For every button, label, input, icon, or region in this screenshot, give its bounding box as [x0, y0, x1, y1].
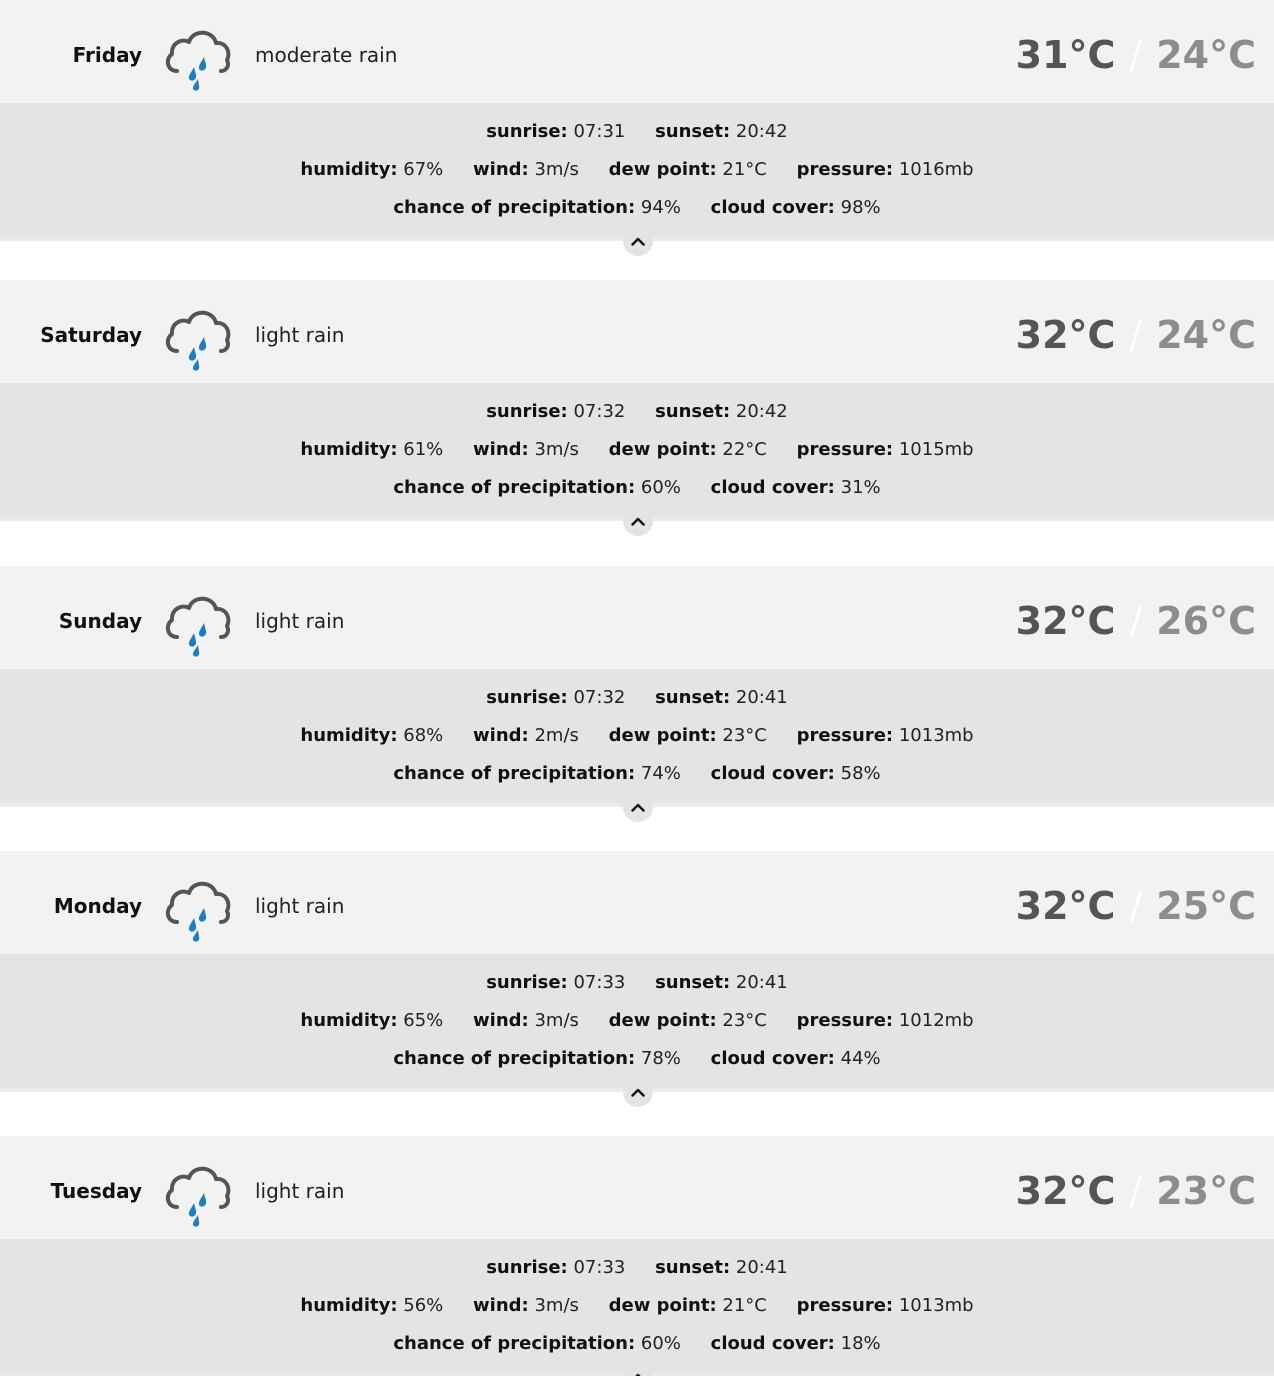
- pressure-label: pressure:: [796, 159, 894, 180]
- dew-point-label: dew point:: [608, 439, 717, 460]
- weather-condition: light rain: [255, 894, 345, 918]
- precipitation-value: 60%: [640, 477, 681, 498]
- humidity-stat: [300, 723, 443, 749]
- rain-cloud-icon: [163, 1162, 233, 1228]
- day-summary[interactable]: [0, 0, 1274, 103]
- cloud-cover-stat: [711, 761, 881, 787]
- cloud-cover-value: 44%: [840, 1048, 881, 1069]
- sun-times-row: [0, 1255, 1274, 1281]
- day-summary[interactable]: [0, 1136, 1274, 1239]
- rain-cloud-icon: [163, 592, 233, 658]
- dew-point-stat: [609, 1008, 767, 1034]
- sun-times-row: [0, 970, 1274, 996]
- dew-point-value: 23°C: [722, 1010, 767, 1031]
- dew-point-value: 21°C: [722, 1295, 767, 1316]
- dew-point-label: dew point:: [608, 1295, 717, 1316]
- sunset-value: 20:42: [735, 121, 788, 142]
- temperature-range: [1016, 1167, 1256, 1215]
- temperature-range: [1016, 311, 1256, 359]
- precipitation-label: chance of precipitation:: [393, 197, 636, 218]
- day-name: Sunday: [58, 609, 142, 633]
- conditions-row: [0, 437, 1274, 463]
- precipitation-label: chance of precipitation:: [393, 477, 636, 498]
- sunrise-label: sunrise:: [486, 1257, 568, 1278]
- wind-label: wind:: [473, 159, 529, 180]
- weather-condition: light rain: [255, 1179, 345, 1203]
- humidity-label: humidity:: [300, 439, 398, 460]
- temperature-range: [1016, 31, 1256, 79]
- day-details: [0, 954, 1274, 1092]
- sunset-value: 20:41: [735, 972, 788, 993]
- humidity-label: humidity:: [300, 159, 398, 180]
- precipitation-label: chance of precipitation:: [393, 763, 636, 784]
- wind-label: wind:: [473, 725, 529, 746]
- humidity-label: humidity:: [300, 725, 398, 746]
- collapse-details-button[interactable]: [623, 226, 653, 256]
- precipitation-stat: [393, 1046, 681, 1072]
- day-details: [0, 383, 1274, 521]
- wind-label: wind:: [473, 1295, 529, 1316]
- precipitation-row: [0, 1046, 1274, 1072]
- dew-point-label: dew point:: [608, 1010, 717, 1031]
- chevron-up-icon: [631, 237, 645, 246]
- wind-stat: [473, 723, 579, 749]
- weather-condition: light rain: [255, 609, 345, 633]
- sunrise-value: 07:33: [573, 1257, 626, 1278]
- conditions-row: [0, 723, 1274, 749]
- sunrise-stat: [486, 1255, 625, 1281]
- dew-point-stat: [609, 1293, 767, 1319]
- collapse-details-button[interactable]: [623, 506, 653, 536]
- wind-value: 3m/s: [534, 439, 579, 460]
- forecast-day: [0, 851, 1274, 1136]
- humidity-value: 67%: [403, 159, 444, 180]
- dew-point-value: 21°C: [722, 159, 767, 180]
- dew-point-value: 23°C: [722, 725, 767, 746]
- humidity-value: 65%: [403, 1010, 444, 1031]
- pressure-stat: [797, 723, 974, 749]
- pressure-stat: [797, 1293, 974, 1319]
- low-temperature: 24°C: [1156, 313, 1256, 357]
- wind-value: 2m/s: [534, 725, 579, 746]
- day-summary[interactable]: [0, 566, 1274, 669]
- pressure-value: 1012mb: [898, 1010, 974, 1031]
- sunrise-label: sunrise:: [486, 687, 568, 708]
- precipitation-value: 60%: [640, 1333, 681, 1354]
- sun-times-row: [0, 685, 1274, 711]
- dew-point-stat: [609, 157, 767, 183]
- sunset-value: 20:41: [735, 1257, 788, 1278]
- forecast-day: [0, 566, 1274, 851]
- cloud-cover-label: cloud cover:: [710, 763, 835, 784]
- sunset-stat: [655, 1255, 788, 1281]
- pressure-stat: [797, 157, 974, 183]
- sunrise-stat: [486, 685, 625, 711]
- sunset-value: 20:42: [735, 401, 788, 422]
- sunset-label: sunset:: [655, 687, 731, 708]
- temperature-range: [1016, 597, 1256, 645]
- sunset-stat: [655, 970, 788, 996]
- conditions-row: [0, 157, 1274, 183]
- sunset-stat: [655, 685, 788, 711]
- precipitation-value: 78%: [640, 1048, 681, 1069]
- sunrise-value: 07:31: [573, 121, 626, 142]
- precipitation-value: 74%: [640, 763, 681, 784]
- rain-cloud-icon: [163, 306, 233, 372]
- wind-label: wind:: [473, 439, 529, 460]
- sunset-stat: [655, 399, 788, 425]
- precipitation-stat: [393, 761, 681, 787]
- sunset-label: sunset:: [655, 121, 731, 142]
- cloud-cover-stat: [711, 1331, 881, 1357]
- precipitation-row: [0, 195, 1274, 221]
- pressure-value: 1013mb: [898, 1295, 974, 1316]
- sunrise-label: sunrise:: [486, 121, 568, 142]
- low-temperature: 25°C: [1156, 884, 1256, 928]
- humidity-stat: [300, 1293, 443, 1319]
- dew-point-label: dew point:: [608, 159, 717, 180]
- high-temperature: 32°C: [1015, 884, 1116, 928]
- wind-value: 3m/s: [534, 1010, 579, 1031]
- temperature-separator: /: [1129, 884, 1143, 928]
- temperature-separator: /: [1129, 599, 1143, 643]
- low-temperature: 23°C: [1156, 1169, 1256, 1213]
- sunrise-value: 07:33: [573, 972, 626, 993]
- chevron-up-icon: [631, 517, 645, 526]
- day-name: Monday: [53, 894, 142, 918]
- sunrise-value: 07:32: [573, 401, 626, 422]
- weather-condition: light rain: [255, 323, 345, 347]
- sunrise-stat: [486, 119, 625, 145]
- humidity-label: humidity:: [300, 1010, 398, 1031]
- humidity-value: 56%: [403, 1295, 444, 1316]
- cloud-cover-stat: [711, 1046, 881, 1072]
- conditions-row: [0, 1008, 1274, 1034]
- rain-cloud-icon: [163, 26, 233, 92]
- sunset-label: sunset:: [655, 401, 731, 422]
- precipitation-label: chance of precipitation:: [393, 1333, 636, 1354]
- pressure-label: pressure:: [796, 439, 894, 460]
- humidity-stat: [300, 1008, 443, 1034]
- cloud-cover-value: 31%: [840, 477, 881, 498]
- sunset-label: sunset:: [655, 972, 731, 993]
- day-summary[interactable]: [0, 851, 1274, 954]
- day-name: Tuesday: [50, 1179, 142, 1203]
- pressure-stat: [797, 437, 974, 463]
- chevron-up-icon: [631, 1373, 645, 1376]
- sun-times-row: [0, 399, 1274, 425]
- wind-stat: [473, 157, 579, 183]
- cloud-cover-stat: [711, 475, 881, 501]
- low-temperature: 26°C: [1156, 599, 1256, 643]
- dew-point-stat: [609, 437, 767, 463]
- pressure-label: pressure:: [796, 1010, 894, 1031]
- low-temperature: 24°C: [1156, 33, 1256, 77]
- pressure-label: pressure:: [796, 725, 894, 746]
- collapse-details-button[interactable]: [623, 792, 653, 822]
- wind-value: 3m/s: [534, 159, 579, 180]
- high-temperature: 31°C: [1015, 33, 1116, 77]
- pressure-label: pressure:: [796, 1295, 894, 1316]
- cloud-cover-label: cloud cover:: [710, 197, 835, 218]
- humidity-value: 61%: [403, 439, 444, 460]
- cloud-cover-value: 98%: [840, 197, 881, 218]
- precipitation-stat: [393, 195, 681, 221]
- temperature-separator: /: [1129, 313, 1143, 357]
- sunrise-stat: [486, 399, 625, 425]
- conditions-row: [0, 1293, 1274, 1319]
- wind-value: 3m/s: [534, 1295, 579, 1316]
- wind-stat: [473, 437, 579, 463]
- pressure-stat: [797, 1008, 974, 1034]
- cloud-cover-value: 18%: [840, 1333, 881, 1354]
- sunset-value: 20:41: [735, 687, 788, 708]
- precipitation-label: chance of precipitation:: [393, 1048, 636, 1069]
- sunrise-stat: [486, 970, 625, 996]
- chevron-up-icon: [631, 1088, 645, 1097]
- temperature-range: [1016, 882, 1256, 930]
- pressure-value: 1013mb: [898, 725, 974, 746]
- sunset-label: sunset:: [655, 1257, 731, 1278]
- sunrise-label: sunrise:: [486, 972, 568, 993]
- dew-point-value: 22°C: [722, 439, 767, 460]
- high-temperature: 32°C: [1015, 599, 1116, 643]
- precipitation-row: [0, 1331, 1274, 1357]
- wind-label: wind:: [473, 1010, 529, 1031]
- chevron-up-icon: [631, 803, 645, 812]
- pressure-value: 1016mb: [898, 159, 974, 180]
- wind-stat: [473, 1293, 579, 1319]
- sunset-stat: [655, 119, 788, 145]
- sunrise-label: sunrise:: [486, 401, 568, 422]
- forecast-day: [0, 280, 1274, 565]
- day-name: Saturday: [40, 323, 142, 347]
- pressure-value: 1015mb: [898, 439, 974, 460]
- cloud-cover-label: cloud cover:: [710, 1333, 835, 1354]
- precipitation-row: [0, 475, 1274, 501]
- humidity-stat: [300, 437, 443, 463]
- sun-times-row: [0, 119, 1274, 145]
- precipitation-stat: [393, 475, 681, 501]
- forecast-day: [0, 1136, 1274, 1376]
- humidity-stat: [300, 157, 443, 183]
- cloud-cover-value: 58%: [840, 763, 881, 784]
- rain-cloud-icon: [163, 877, 233, 943]
- temperature-separator: /: [1129, 1169, 1143, 1213]
- dew-point-stat: [609, 723, 767, 749]
- day-details: [0, 669, 1274, 807]
- cloud-cover-label: cloud cover:: [710, 1048, 835, 1069]
- forecast-day: [0, 0, 1274, 285]
- day-details: [0, 103, 1274, 241]
- temperature-separator: /: [1129, 33, 1143, 77]
- day-name: Friday: [72, 43, 142, 67]
- precipitation-value: 94%: [640, 197, 681, 218]
- high-temperature: 32°C: [1015, 313, 1116, 357]
- cloud-cover-label: cloud cover:: [710, 477, 835, 498]
- cloud-cover-stat: [711, 195, 881, 221]
- day-details: [0, 1239, 1274, 1376]
- day-summary[interactable]: [0, 280, 1274, 383]
- humidity-value: 68%: [403, 725, 444, 746]
- weather-condition: moderate rain: [255, 43, 398, 67]
- precipitation-stat: [393, 1331, 681, 1357]
- wind-stat: [473, 1008, 579, 1034]
- sunrise-value: 07:32: [573, 687, 626, 708]
- dew-point-label: dew point:: [608, 725, 717, 746]
- high-temperature: 32°C: [1015, 1169, 1116, 1213]
- precipitation-row: [0, 761, 1274, 787]
- humidity-label: humidity:: [300, 1295, 398, 1316]
- collapse-details-button[interactable]: [623, 1077, 653, 1107]
